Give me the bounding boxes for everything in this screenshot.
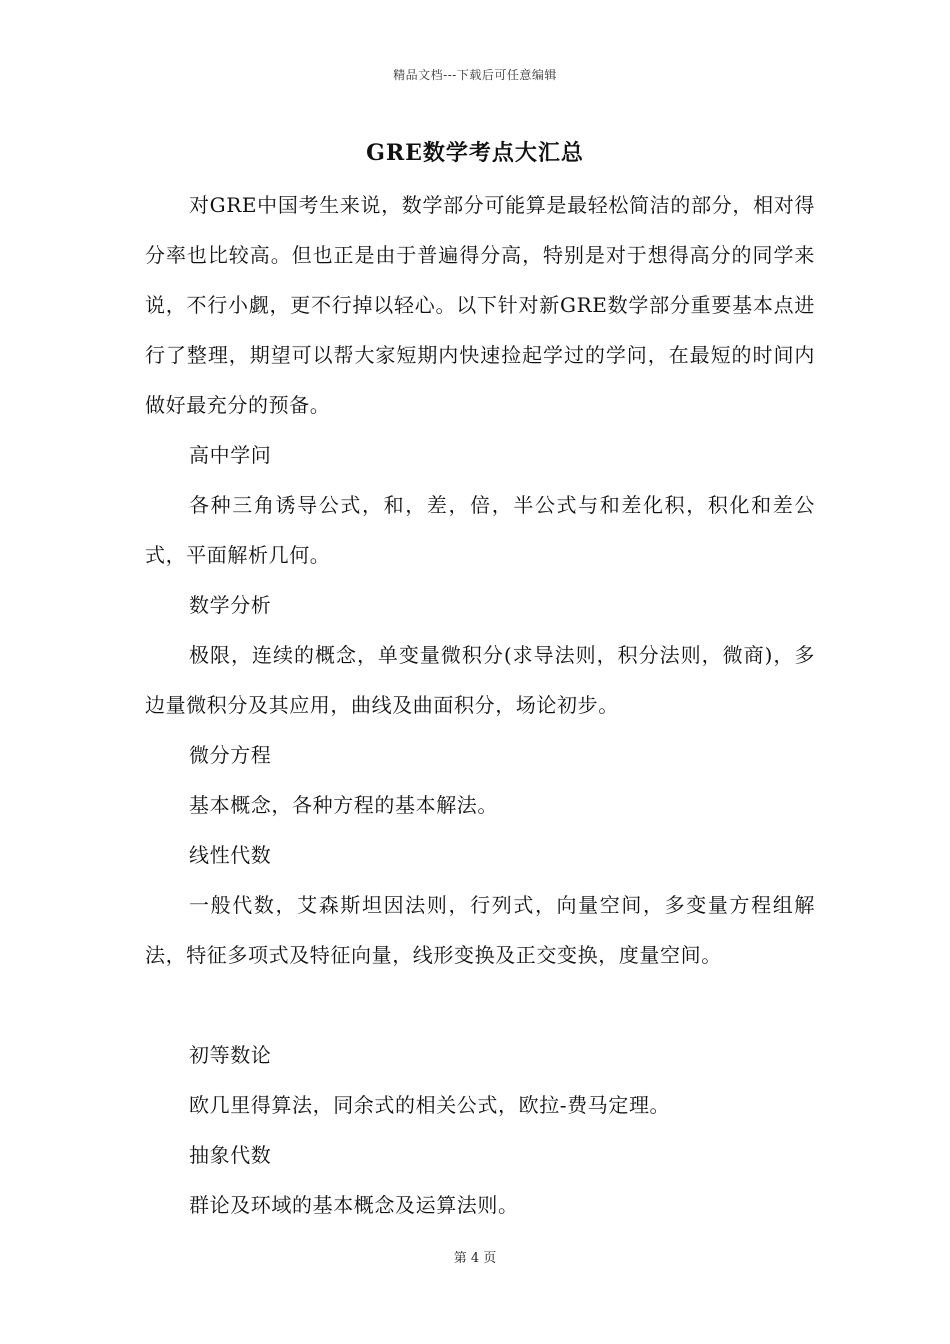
section-heading-high-school: 高中学问 [189, 443, 272, 467]
section-body-abstract-algebra: 群论及环域的基本概念及运算法则。 [189, 1193, 519, 1217]
header-note: 精品文档---下载后可任意编辑 [393, 68, 557, 82]
section-body-analysis: 极限，连续的概念，单变量微积分(求导法则，积分法则，微商)，多边量微积分及其应用，曲线及曲面积分，场论初步。 [145, 643, 815, 717]
document-body [145, 180, 815, 1230]
section-heading-number-theory: 初等数论 [189, 1043, 272, 1067]
section-heading-abstract-algebra: 抽象代数 [189, 1143, 272, 1167]
section-body-number-theory: 欧几里得算法，同余式的相关公式，欧拉-费马定理。 [189, 1093, 671, 1117]
page-number: 第 4 页 [453, 1251, 497, 1266]
section-heading-linear-algebra: 线性代数 [189, 843, 272, 867]
section-heading-analysis: 数学分析 [189, 593, 272, 617]
section-body-differential-equations: 基本概念，各种方程的基本解法。 [189, 793, 498, 817]
section-heading-differential-equations: 微分方程 [189, 743, 272, 767]
section-spacer [145, 980, 815, 1030]
document-title: GRE数学考点大汇总 [366, 140, 584, 166]
intro-paragraph: 对GRE中国考生来说，数学部分可能算是最轻松简洁的部分，相对得分率也比较高。但也正是由于普遍得分高，特别是对于想得高分的同学来说，不行小觑，更不行掉以轻心。以下针对新GRE数学部分重要基本点进行了整理，期望可以帮大家短期内快速捡起学过的学问，在最短的时间内做好最充分的预备。 [145, 193, 815, 417]
section-body-linear-algebra: 一般代数，艾森斯坦因法则，行列式，向量空间，多变量方程组解法，特征多项式及特征向量，线形变换及正交变换，度量空间。 [145, 893, 815, 967]
section-body-high-school: 各种三角诱导公式，和，差，倍，半公式与和差化积，积化和差公式，平面解析几何。 [145, 493, 815, 567]
